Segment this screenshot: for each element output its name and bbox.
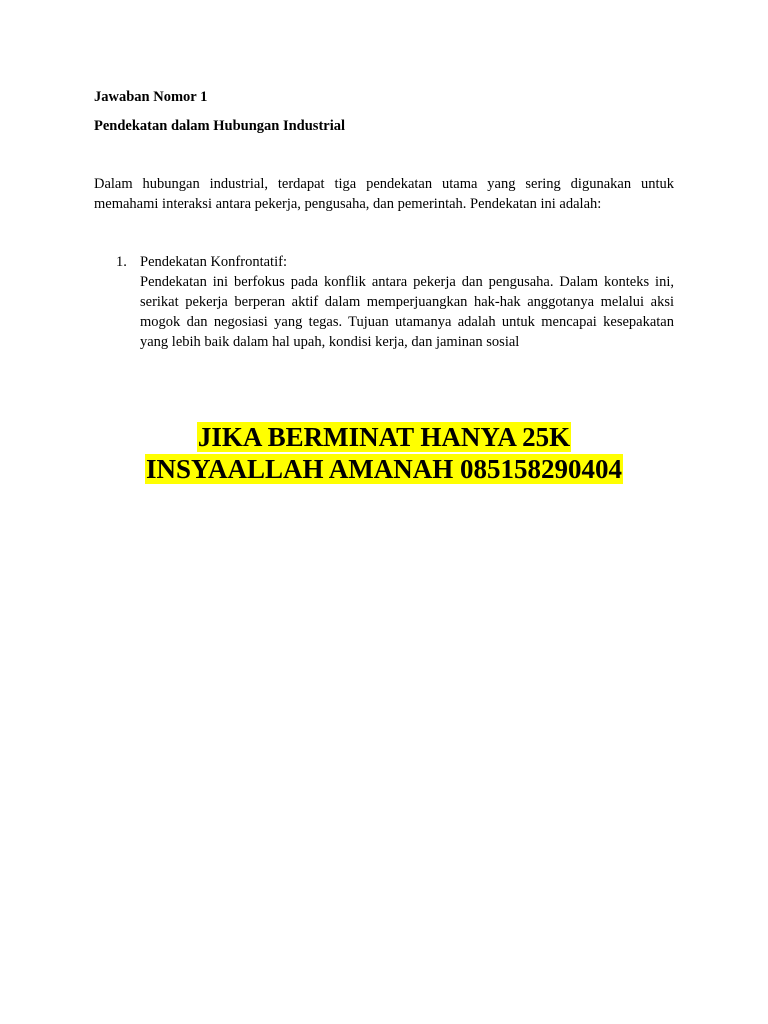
list-item-body: Pendekatan ini berfokus pada konflik antara pekerja dan pengusaha. Dalam konteks ini, serikat pekerja berperan aktif dalam memperjuangkan hak-hak anggotanya melalui aksi mogok dan negosiasi yang tegas. Tujuan utamanya adalah untuk mencapai kesepakatan yang lebih baik dalam hal upah, kondisi kerja, dan jaminan sosial (140, 274, 674, 350)
intro-paragraph: Dalam hubungan industrial, terdapat tiga pendekatan utama yang sering digunakan untuk memahami interaksi antara pekerja, pengusaha, dan pemerintah. Pendekatan ini adalah: (94, 176, 674, 212)
list-item-title: Pendekatan Konfrontatif: (140, 254, 287, 270)
list-item-number: 1. (116, 254, 127, 270)
numbered-list (94, 252, 674, 352)
section-title: Pendekatan dalam Hubungan Industrial (94, 118, 346, 134)
list-item (94, 252, 674, 352)
promo-line-1: JIKA BERMINAT HANYA 25K (197, 422, 571, 452)
answer-heading: Jawaban Nomor 1 (94, 89, 208, 105)
promo-line-2: INSYAALLAH AMANAH 085158290404 (145, 454, 623, 484)
promo-banner (0, 421, 768, 485)
